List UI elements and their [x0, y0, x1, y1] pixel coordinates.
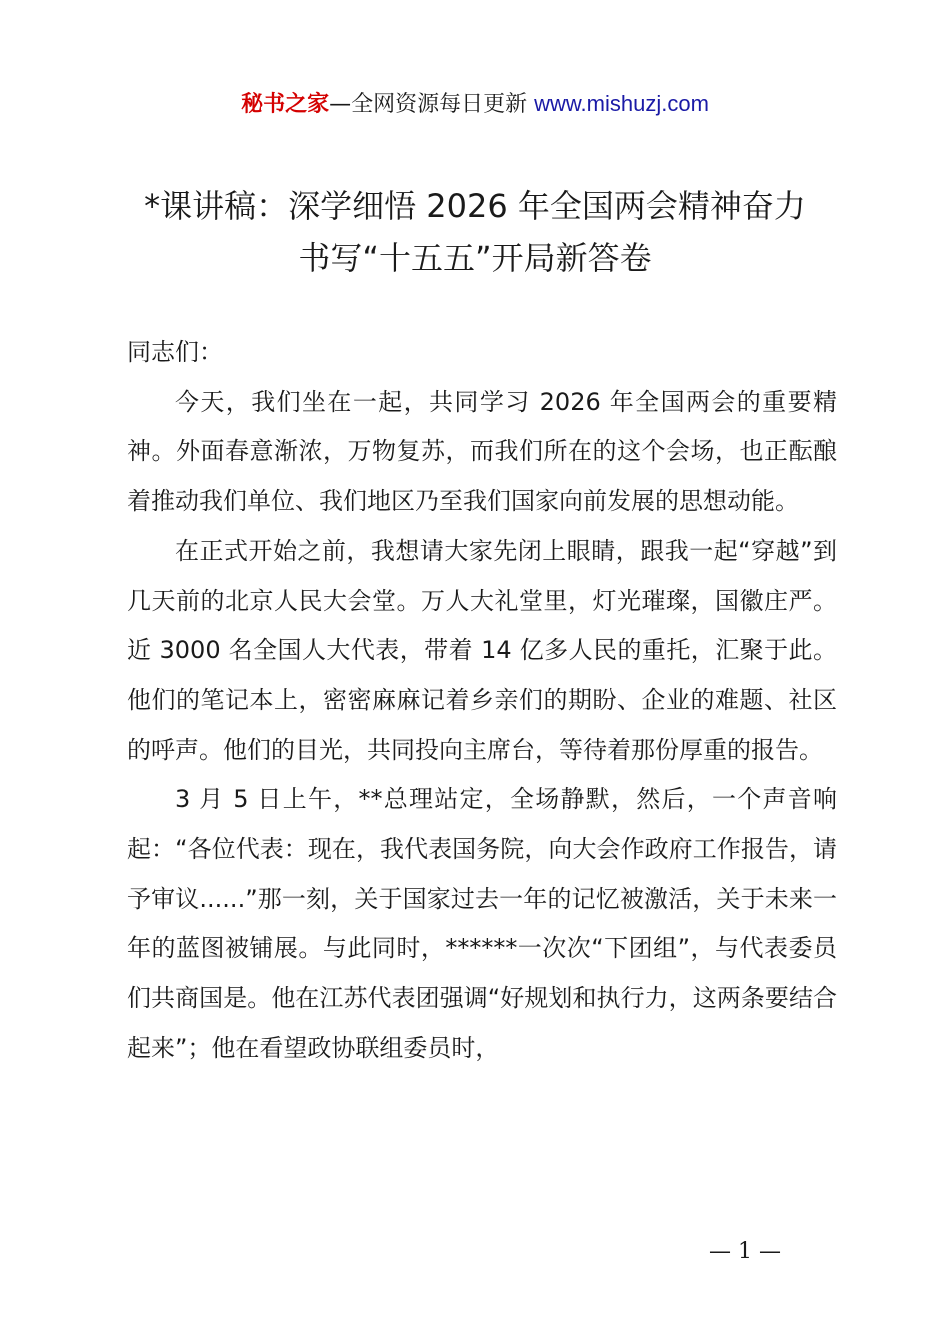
site-url-link[interactable]: www.mishuzj.com: [534, 91, 709, 116]
paragraph-3: 3 月 5 日上午，**总理站定，全场静默，然后，一个声音响起：“各位代表：现在，我代表国务院，向大会作政府工作报告，请予审议......”那一刻，关于国家过去一年的记忆被激活，关于未来一年的蓝图被铺展。与此同时，******一次次“下团组”，与代表委员们共商国是。他在江苏代表团强调“好规划和执行力，这两条要结合起来”；他在看望政协联组委员时，: [127, 785, 837, 1062]
title-line-1: *课讲稿：深学细悟 2026 年全国两会精神奋力: [144, 187, 806, 225]
title-line-2: 书写“十五五”开局新答卷: [298, 239, 652, 277]
page-number: — 1 —: [709, 1239, 781, 1264]
paragraph-1: 今天，我们坐在一起，共同学习 2026 年全国两会的重要精神。外面春意渐浓，万物复苏，而我们所在的这个会场，也正酝酿着推动我们单位、我们地区乃至我们国家向前发展的思想动能。: [127, 387, 837, 516]
site-header: [0, 86, 950, 123]
document-title: [80, 180, 870, 284]
paragraph-2: 在正式开始之前，我想请大家先闭上眼睛，跟我一起“穿越”到几天前的北京人民大会堂。万人大礼堂里，灯光璀璨，国徽庄严。近 3000 名全国人大代表，带着 14 亿多人民的重托，汇聚于此。他们的笔记本上，密密麻麻记着乡亲们的期盼、企业的难题、社区的呼声。他们的目光，共同投向主席台，等待着那份厚重的报告。: [127, 536, 837, 764]
site-brand: 秘书之家: [241, 92, 330, 117]
site-tagline: —全网资源每日更新: [329, 92, 528, 117]
salutation: 同志们：: [127, 338, 223, 366]
document-body: [127, 328, 837, 1074]
